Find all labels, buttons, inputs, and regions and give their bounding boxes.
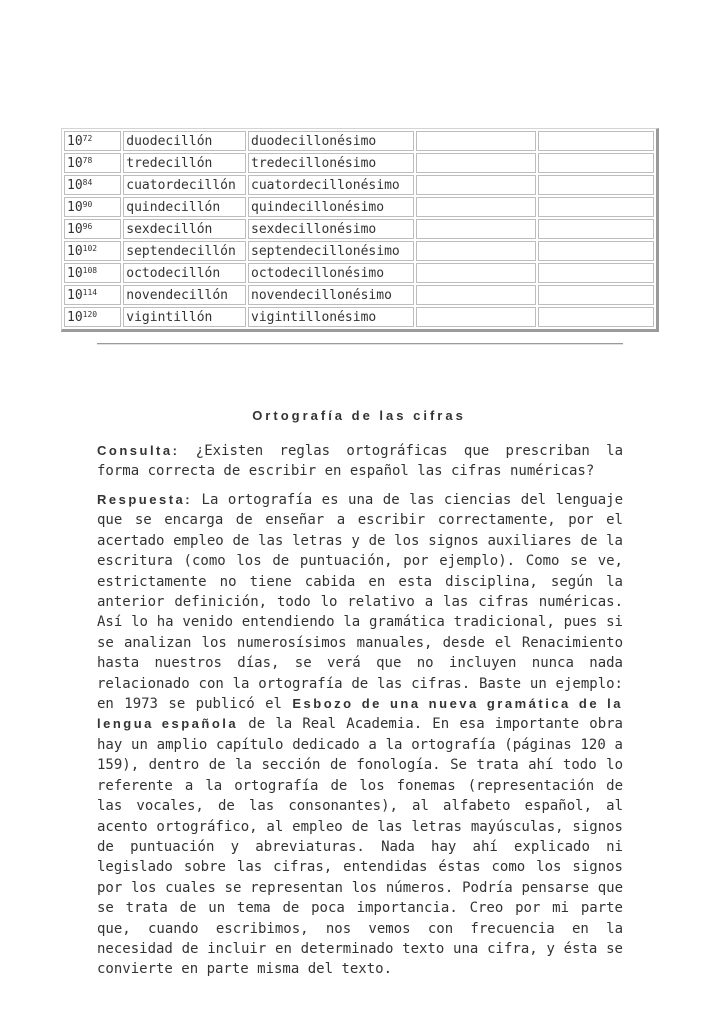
empty-cell: [416, 241, 536, 261]
empty-cell: [416, 307, 536, 327]
question-label: Consulta:: [97, 443, 180, 458]
empty-cell: [538, 285, 654, 305]
ordinal-name-cell: cuatordecillonésimo: [248, 175, 414, 195]
ordinal-name-cell: novendecillonésimo: [248, 285, 414, 305]
table-row: [64, 241, 654, 261]
power-base: 10: [67, 266, 83, 281]
table-row: [64, 153, 654, 173]
power-base: 10: [67, 288, 83, 303]
cardinal-name-cell: sexdecillón: [123, 219, 246, 239]
answer-text-part-1: La ortografía es una de las ciencias del lenguaje que se encarga de enseñar a escribir correctamente, por el acertado empleo de las letras y de los signos auxiliares de la escritura (como los de puntuación, por ejemplo). Como se ve, estrictamente no tiene cabida en esta disciplina, según la anterior definición, todo lo relativo a las cifras numéricas. Así lo ha venido entendiendo la gramática tradicional, pues si se analizan los numerosísimos manuales, desde el Renacimiento hasta nuestros días, se verá que no incluyen nunca nada relacionado con la ortografía de las cifras. Baste un ejemplo: en 1973 se publicó el: [97, 492, 623, 713]
empty-cell: [538, 263, 654, 283]
ordinal-name-cell: vigintillonésimo: [248, 307, 414, 327]
table-row: [64, 307, 654, 327]
answer-paragraph: [97, 490, 623, 980]
power-cell: [64, 153, 121, 173]
power-cell: [64, 307, 121, 327]
ordinal-name-cell: duodecillonésimo: [248, 131, 414, 151]
power-exponent: 84: [82, 178, 93, 187]
empty-cell: [538, 153, 654, 173]
answer-text-part-3: Podría pensarse que se trata de un tema de poca importancia. Creo por mi parte que, cuando escribimos, nos vemos con frecuencia en la necesidad de incluir en determinado texto una cifra, y ésta se convierte en parte misma del texto.: [97, 879, 623, 978]
empty-cell: [538, 307, 654, 327]
power-base: 10: [67, 134, 83, 149]
power-cell: [64, 263, 121, 283]
ordinal-name-cell: septendecillonésimo: [248, 241, 414, 261]
empty-cell: [538, 241, 654, 261]
ordinal-name-cell: sexdecillonésimo: [248, 219, 414, 239]
cardinal-name-cell: novendecillón: [123, 285, 246, 305]
table-row: [64, 131, 654, 151]
table-row: [64, 263, 654, 283]
answer-text-part-2: de la Real Academia. En esa importante obra hay un amplio capítulo dedicado a la ortografía (páginas 120 a 159), dentro de la sección de fonología. Se trata ahí todo lo referente a la ortografía de los fonemas (representación de las vocales, de las consonantes), al alfabeto español, al acento ortográfico, al empleo de las letras mayúsculas, signos de puntuación y abreviaturas. Nada hay ahí explicado ni legislado sobre las cifras, entendidas éstas como los signos por los cuales se representan los números.: [97, 716, 623, 896]
table-row: [64, 175, 654, 195]
article-title: [0, 408, 728, 424]
empty-cell: [538, 219, 654, 239]
number-names-table: [61, 128, 659, 332]
empty-cell: [416, 131, 536, 151]
empty-cell: [538, 197, 654, 217]
cardinal-name-cell: octodecillón: [123, 263, 246, 283]
cardinal-name-cell: duodecillón: [123, 131, 246, 151]
question-text: ¿Existen reglas ortográficas que prescriban la forma correcta de escribir en español las cifras numéricas?: [97, 443, 623, 480]
power-cell: [64, 175, 121, 195]
power-cell: [64, 241, 121, 261]
cardinal-name-cell: quindecillón: [123, 197, 246, 217]
power-base: 10: [67, 222, 83, 237]
cardinal-name-cell: septendecillón: [123, 241, 246, 261]
empty-cell: [538, 131, 654, 151]
ordinal-name-cell: tredecillonésimo: [248, 153, 414, 173]
table-row: [64, 219, 654, 239]
power-exponent: 72: [82, 134, 93, 143]
empty-cell: [416, 219, 536, 239]
power-exponent: 90: [82, 200, 93, 209]
cardinal-name-cell: tredecillón: [123, 153, 246, 173]
power-exponent: 96: [82, 222, 93, 231]
power-cell: [64, 219, 121, 239]
answer-label: Respuesta:: [97, 492, 193, 507]
question-paragraph: [97, 441, 623, 482]
article-title-text: Ortografía de las cifras: [252, 408, 466, 423]
power-base: 10: [67, 244, 83, 259]
empty-cell: [538, 175, 654, 195]
book-title: Esbozo de una nueva gramática de la lengua española: [97, 696, 623, 732]
empty-cell: [416, 175, 536, 195]
table-body: [64, 131, 654, 327]
horizontal-divider: [97, 343, 623, 345]
power-exponent: 120: [82, 310, 98, 319]
power-cell: [64, 285, 121, 305]
power-base: 10: [67, 310, 83, 325]
empty-cell: [416, 197, 536, 217]
table-row: [64, 197, 654, 217]
cardinal-name-cell: vigintillón: [123, 307, 246, 327]
power-cell: [64, 131, 121, 151]
power-base: 10: [67, 178, 83, 193]
power-cell: [64, 197, 121, 217]
ordinal-name-cell: octodecillonésimo: [248, 263, 414, 283]
power-exponent: 78: [82, 156, 93, 165]
power-exponent: 102: [82, 244, 98, 253]
empty-cell: [416, 263, 536, 283]
cardinal-name-cell: cuatordecillón: [123, 175, 246, 195]
ordinal-name-cell: quindecillonésimo: [248, 197, 414, 217]
power-exponent: 108: [82, 266, 98, 275]
power-exponent: 114: [82, 288, 98, 297]
empty-cell: [416, 285, 536, 305]
power-base: 10: [67, 200, 83, 215]
table-row: [64, 285, 654, 305]
empty-cell: [416, 153, 536, 173]
power-base: 10: [67, 156, 83, 171]
